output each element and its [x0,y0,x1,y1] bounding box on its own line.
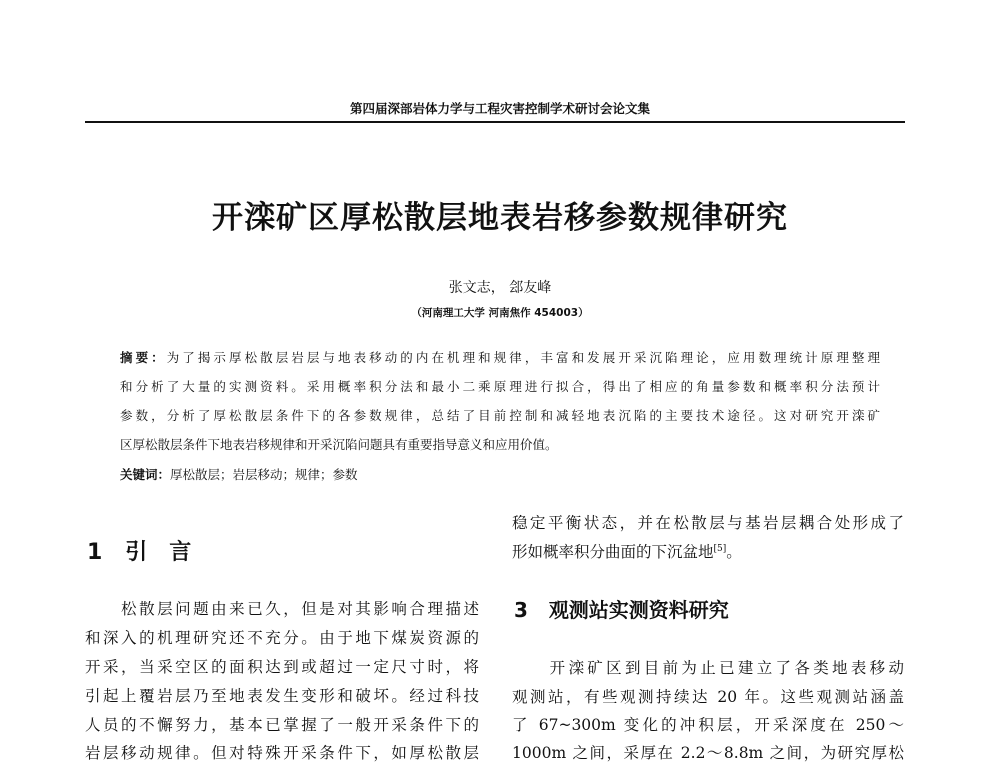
abstract-line: 和分析了大量的实测资料。采用概率积分法和最小二乘原理进行拟合，得出了相应的角量参数和概率积分法预计 [120,379,880,394]
abstract-text: 为了揭示厚松散层岩层与地表移动的内在机理和规律，丰富和发展开采沉陷理论，应用数理统计原理整理 [166,350,880,365]
section-title: 引 言 [125,540,192,565]
body-line: 岩层移动规律。但对特殊开采条件下，如厚松散层 [85,744,479,762]
abstract-label: 摘要： [120,350,167,365]
authors: 张文志， 郐友峰 [448,280,552,296]
keywords [120,465,880,483]
body-line: 稳定平衡状态，并在松散层与基岩层耦合处形成了 [512,514,904,532]
section-number: 1 [87,540,103,565]
body-line: 引起上覆岩层乃至地表发生变形和破坏。经过科技 [85,687,479,705]
section-title: 观测站实测资料研究 [548,598,729,622]
body-line: 人员的不懈努力，基本已掌握了一般开采条件下的 [85,716,479,734]
body-line [512,540,904,562]
section-3-heading [514,594,729,623]
body-text: 形如概率积分曲面的下沉盆地 [512,543,714,561]
section-1-heading [87,535,191,566]
body-line: 1000m 之间，采厚在 2.2～8.8m 之间，为研究厚松 [512,744,904,762]
body-line: 松散层问题由来已久，但是对其影响合理描述 [85,600,479,618]
punctuation: 。 [726,543,742,561]
body-line: 开滦矿区到目前为止已建立了各类地表移动 [512,659,904,677]
paper-title: 开滦矿区厚松散层地表岩移参数规律研究 [212,200,788,236]
keywords-text: 厚松散层；岩层移动；规律；参数 [170,467,358,482]
body-line: 开采，当采空区的面积达到或超过一定尺寸时，将 [85,658,479,676]
section-number: 3 [514,598,528,622]
running-header: 第四届深部岩体力学与工程灾害控制学术研讨会论文集 [349,101,650,116]
body-line: 观测站，有些观测持续达 20 年。这些观测站涵盖 [512,688,904,706]
abstract-line [120,348,880,366]
body-line: 了 67~300m 变化的冲积层，开采深度在 250～ [512,716,904,734]
citation: [5] [713,543,727,554]
body-line: 和深入的机理研究还不充分。由于地下煤炭资源的 [85,629,479,647]
keywords-label: 关键词： [120,467,171,482]
abstract-line: 参数，分析了厚松散层条件下的各参数规律，总结了目前控制和减轻地表沉陷的主要技术途径。这对研究开滦矿 [120,408,880,423]
affiliation: （河南理工大学 河南焦作 454003） [411,307,589,319]
header-rule [85,121,905,123]
abstract-line: 区厚松散层条件下地表岩移规律和开采沉陷问题具有重要指导意义和应用价值。 [120,437,558,452]
